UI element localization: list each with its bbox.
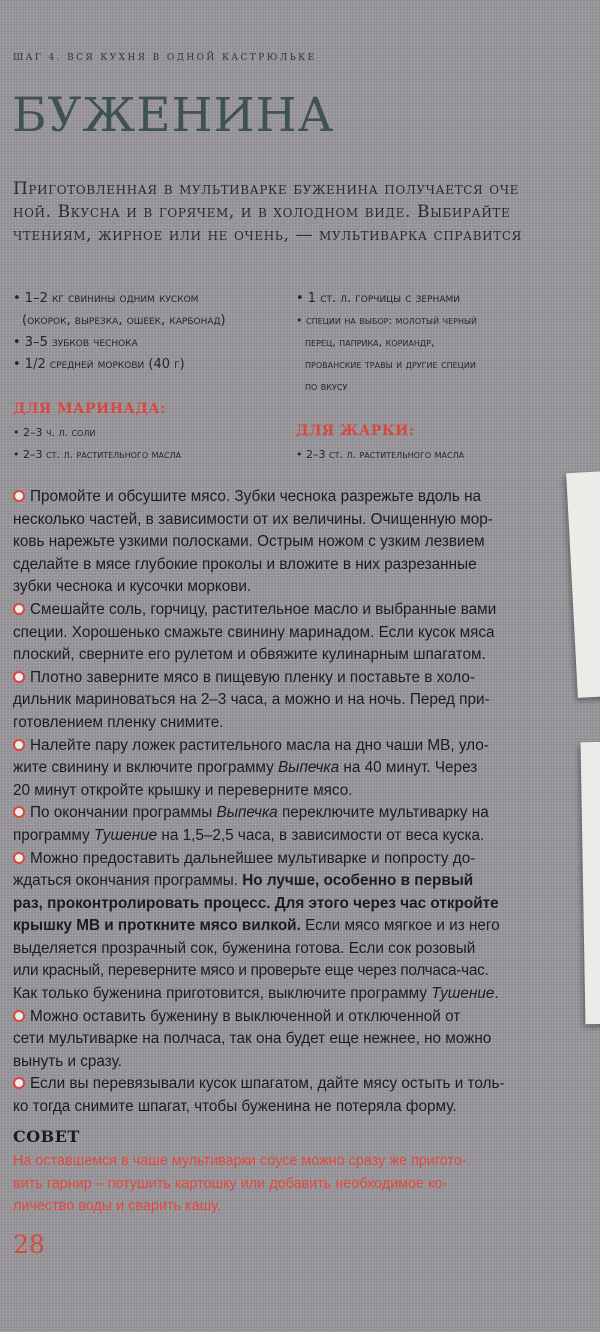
paper-sheet <box>566 471 600 698</box>
paper-sheet <box>581 742 600 1024</box>
frying-list <box>296 444 464 466</box>
chapter-line: ШАГ 4. ВСЯ КУХНЯ В ОДНОЙ КАСТРЮЛЬКЕ <box>13 53 317 63</box>
page-title: БУЖЕНИНА <box>12 88 335 143</box>
ingredients-left <box>13 288 226 376</box>
recipe-steps: Промойте и обсушите мясо. Зубки чеснока разрежьте вдоль на несколько частей, в зависимости от их величины. Очищенную мор- ковь нарежьте узкими полосками. Острым ножом с узким лезвием сделайте в мясе глубокие проколы и вложите в них разрезанные зубки чеснока и кусочки моркови. Смешайте соль, горчицу, растительное масло и выбранные вами специи. Хорошенько смажьте свинину маринадом. Если кусок мяса плоский, сверните его рулетом и обвяжите кулинарным шпагатом. Плотно заверните мясо в пищевую пленку и поставьте в холо- дильник мариноваться на 2–3 часа, а можно и на ночь. Перед при- готовлением пленку снимите. Налейте пару ложек растительного масла на дно чаши МВ, уло- жите свинину и включите программу Выпечка на 40 минут. Через 20 минут откройте крышку и переверните мясо. По окончании программы Выпечка переключите мультиварку на программу Тушение на 1,5–2,5 часа, в зависимости от веса куска. Можно предоставить дальнейшее мультиварке и попросту до- ждаться окончания программы. Но лучше, особенно в первый раз, проконтролировать процесс. Для этого через час откройте крышку МВ и проткните мясо вилкой. Если мясо мягкое и из него выделяется прозрачный сок, буженина готова. Если сок розовый или красный, переверните мясо и проверьте еще через полчаса-час. Как только буженина приготовится, выключите программу Тушение. Можно оставить буженину в выключенной и отключенной от сети мультиварке на полчаса, так она будет еще нежнее, но можно вынуть и сразу. Если вы перевязывали кусок шпагатом, дайте мясу остыть и толь- ко тогда снимите шпагат, чтобы буженина не потеряла форму. <box>13 486 558 1119</box>
bullet-icon <box>13 852 25 864</box>
step-8: Если вы перевязывали кусок шпагатом, дайте мясу остыть и толь- <box>13 1073 558 1096</box>
ingredient-item: • 1/2 средней моркови (40 г) <box>13 357 185 372</box>
intro-line: ной. Вкусна и в горячем, и в холодном виде. Выбирайте <box>13 202 511 222</box>
marinade-heading: ДЛЯ МАРИНАДА: <box>13 401 166 417</box>
step-7: Можно оставить буженину в выключенной и отключенной от <box>13 1006 558 1029</box>
ingredient-item: (окорок, вырезка, ошеек, карбонад) <box>22 313 226 328</box>
step-1: Промойте и обсушите мясо. Зубки чеснока разрежьте вдоль на <box>13 486 558 509</box>
step-3: Плотно заверните мясо в пищевую пленку и поставьте в холо- <box>13 667 558 690</box>
bullet-icon <box>13 1010 25 1022</box>
ingredient-item: • специи на выбор: молотый черный <box>296 314 478 327</box>
step-5: По окончании программы Выпечка переключите мультиварку на <box>13 802 558 825</box>
bullet-icon <box>13 671 25 683</box>
bullet-icon <box>13 806 25 818</box>
ingredient-item: прованские травы и другие специи <box>305 358 476 371</box>
ingredient-item: • 2–3 ст. л. растительного масла <box>296 448 465 461</box>
bullet-icon <box>13 490 25 502</box>
ingredient-item: по вкусу <box>305 380 348 393</box>
bullet-icon <box>13 603 25 615</box>
intro-line: чтениям, жирное или не очень, — мультиварка справится <box>13 225 522 245</box>
ingredient-item: • 2–3 ч. л. соли <box>13 426 96 439</box>
advice-text: На оставшемся в чаше мультиварки соусе можно сразу же пригото- вить гарнир – потушить картошку или добавить необходимое ко- личество воды и сварить кашу. <box>13 1153 467 1214</box>
marinade-list <box>13 422 181 466</box>
bullet-icon <box>13 1077 25 1089</box>
ingredient-item: • 1–2 кг свинины одним куском <box>13 291 199 306</box>
step-6: Можно предоставить дальнейшее мультиварке и попросту до- <box>13 848 558 871</box>
frying-heading: ДЛЯ ЖАРКИ: <box>296 423 415 439</box>
ingredients-right <box>296 288 477 398</box>
ingredient-item: • 1 ст. л. горчицы с зернами <box>296 291 460 306</box>
step-4: Налейте пару ложек растительного масла на дно чаши МВ, уло- <box>13 735 558 758</box>
ingredient-item: перец, паприка, кориандр, <box>305 336 435 349</box>
ingredient-item: • 2–3 ст. л. растительного масла <box>13 448 182 461</box>
intro-line: Приготовленная в мультиварке буженина получается оче <box>13 179 519 199</box>
step-2: Смешайте соль, горчицу, растительное масло и выбранные вами <box>13 599 558 622</box>
advice-heading: СОВЕТ <box>13 1127 80 1146</box>
page-number: 28 <box>13 1230 45 1259</box>
ingredient-item: • 3–5 зубков чеснока <box>13 335 138 350</box>
bullet-icon <box>13 739 25 751</box>
intro-text <box>13 178 600 247</box>
